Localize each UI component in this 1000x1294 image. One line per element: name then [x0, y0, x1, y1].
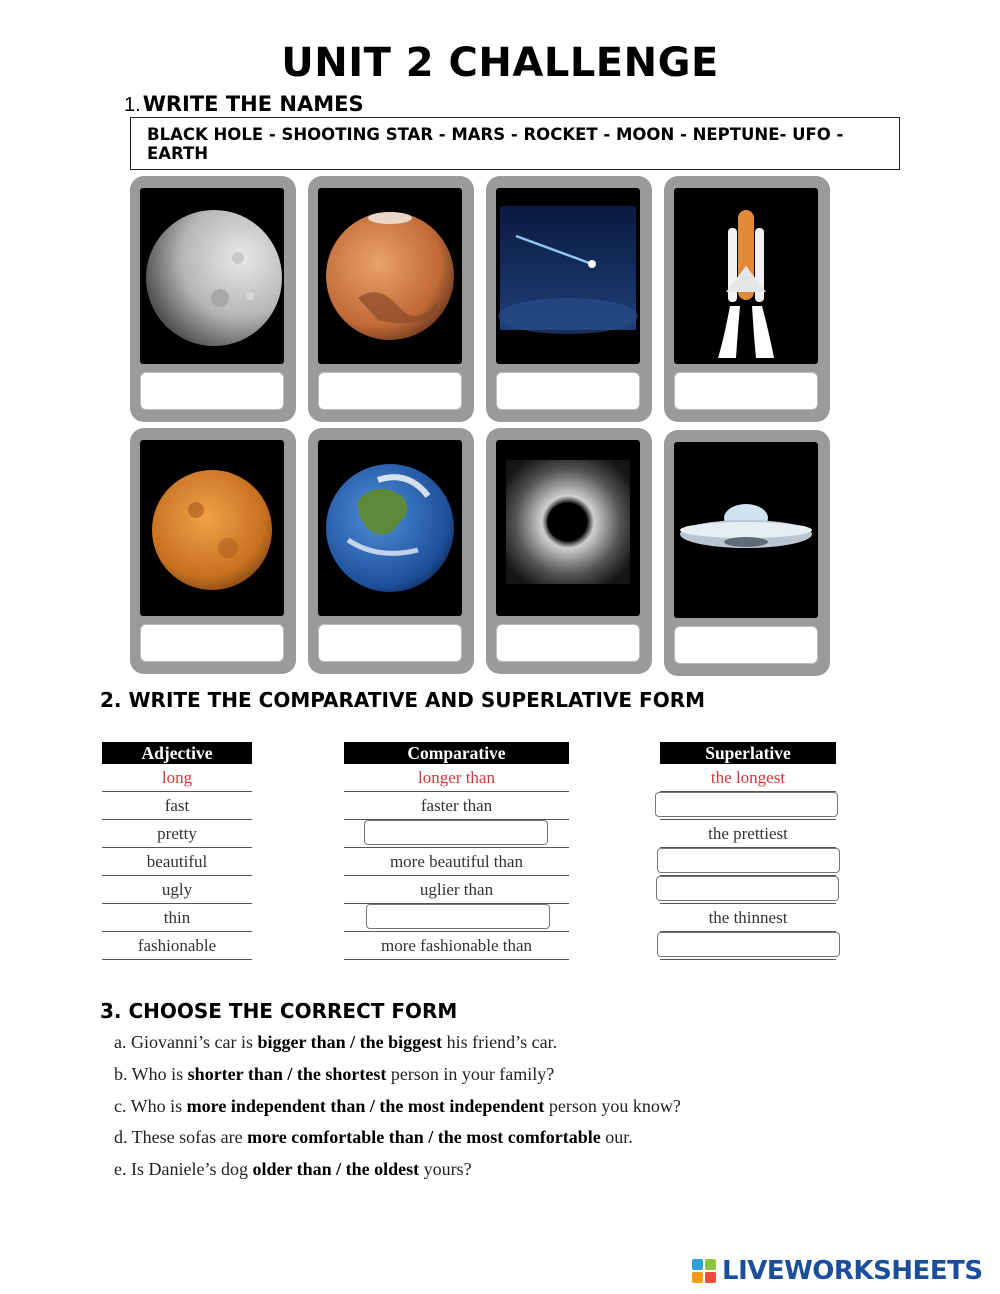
picture-card: [308, 428, 474, 674]
adjective-cell: fashionable: [102, 932, 252, 960]
shooting-star-image: [496, 188, 640, 364]
question-text: e. Is Daniele’s dog: [114, 1159, 253, 1179]
ufo-image: [674, 442, 818, 618]
section-1-heading-text: WRITE THE NAMES: [142, 92, 364, 116]
logo-square: [705, 1272, 716, 1283]
section-1-number: 1.: [124, 94, 141, 116]
question-text: b. Who is: [114, 1064, 188, 1084]
picture-card: [130, 428, 296, 674]
picture-card: [486, 176, 652, 422]
picture-card: [664, 430, 830, 676]
black-hole-image: [496, 440, 640, 616]
comparative-answer-box[interactable]: [366, 904, 550, 929]
logo-text: LIVEWORKSHEETS: [722, 1256, 983, 1286]
question-text: a. Giovanni’s car is: [114, 1032, 258, 1052]
answer-options[interactable]: shorter than / the shortest: [187, 1064, 387, 1084]
comparative-cell: longer than: [344, 764, 569, 792]
question-text: his friend’s car.: [442, 1032, 558, 1052]
adjective-cell: ugly: [102, 876, 252, 904]
superlative-answer-box[interactable]: [657, 848, 840, 873]
logo-square: [705, 1259, 716, 1270]
adjective-cell: beautiful: [102, 848, 252, 876]
superlative-column: [660, 742, 836, 960]
question-c: [114, 1096, 681, 1117]
word-bank: BLACK HOLE - SHOOTING STAR - MARS - ROCKET - MOON - NEPTUNE- UFO - EARTH: [130, 117, 900, 170]
picture-card: [130, 176, 296, 422]
section-1-heading: [124, 92, 364, 117]
comparative-cell: more fashionable than: [344, 932, 569, 960]
superlative-answer-box[interactable]: [655, 792, 838, 817]
answer-box[interactable]: [318, 624, 462, 662]
question-b: [114, 1064, 554, 1085]
comparative-cell: faster than: [344, 792, 569, 820]
answer-options[interactable]: older than / the oldest: [252, 1159, 420, 1179]
liveworksheets-logo: [692, 1256, 983, 1286]
earth-image: [318, 440, 462, 616]
superlative-cell: [660, 932, 836, 960]
question-e: [114, 1159, 472, 1180]
comparative-header: Comparative: [344, 742, 569, 764]
superlative-cell: the prettiest: [660, 820, 836, 848]
section-2-heading: 2. WRITE THE COMPARATIVE AND SUPERLATIVE FORM: [100, 688, 706, 712]
superlative-cell: [660, 876, 836, 904]
question-text: person you know?: [544, 1096, 681, 1116]
question-a: [114, 1032, 557, 1053]
superlative-header: Superlative: [660, 742, 836, 764]
answer-box[interactable]: [318, 372, 462, 410]
adjective-cell: pretty: [102, 820, 252, 848]
logo-square: [692, 1272, 703, 1283]
superlative-answer-box[interactable]: [656, 876, 839, 901]
comparative-cell: more beautiful than: [344, 848, 569, 876]
comparative-cell: uglier than: [344, 876, 569, 904]
answer-options[interactable]: more comfortable than / the most comfortable: [247, 1127, 601, 1147]
adjective-header: Adjective: [102, 742, 252, 764]
superlative-cell: [660, 792, 836, 820]
moon-image: [140, 188, 284, 364]
question-text: our.: [600, 1127, 633, 1147]
superlative-cell: [660, 848, 836, 876]
adjective-cell: thin: [102, 904, 252, 932]
answer-box[interactable]: [140, 624, 284, 662]
answer-options[interactable]: more independent than / the most independent: [186, 1096, 545, 1116]
page-title: UNIT 2 CHALLENGE: [281, 40, 719, 86]
adjective-cell: fast: [102, 792, 252, 820]
superlative-answer-box[interactable]: [657, 932, 840, 957]
question-d: [114, 1127, 633, 1148]
answer-box[interactable]: [496, 624, 640, 662]
superlative-cell: the thinnest: [660, 904, 836, 932]
picture-card: [486, 428, 652, 674]
logo-square: [692, 1259, 703, 1270]
logo-squares-icon: [692, 1259, 716, 1283]
question-text: yours?: [419, 1159, 472, 1179]
comparative-cell: [344, 904, 569, 932]
answer-box[interactable]: [496, 372, 640, 410]
comparative-cell: [344, 820, 569, 848]
mars-image: [318, 188, 462, 364]
picture-card: [664, 176, 830, 422]
answer-box[interactable]: [140, 372, 284, 410]
adjective-column: [102, 742, 252, 960]
comparative-column: [344, 742, 569, 960]
answer-box[interactable]: [674, 626, 818, 664]
picture-card: [308, 176, 474, 422]
answer-options[interactable]: bigger than / the biggest: [257, 1032, 443, 1052]
adjective-cell: long: [102, 764, 252, 792]
orange-planet-image: [140, 440, 284, 616]
question-text: d. These sofas are: [114, 1127, 248, 1147]
comparative-answer-box[interactable]: [364, 820, 548, 845]
question-text: person in your family?: [386, 1064, 555, 1084]
answer-box[interactable]: [674, 372, 818, 410]
rocket-image: [674, 188, 818, 364]
section-3-heading: 3. CHOOSE THE CORRECT FORM: [100, 999, 458, 1023]
superlative-cell: the longest: [660, 764, 836, 792]
question-text: c. Who is: [114, 1096, 187, 1116]
